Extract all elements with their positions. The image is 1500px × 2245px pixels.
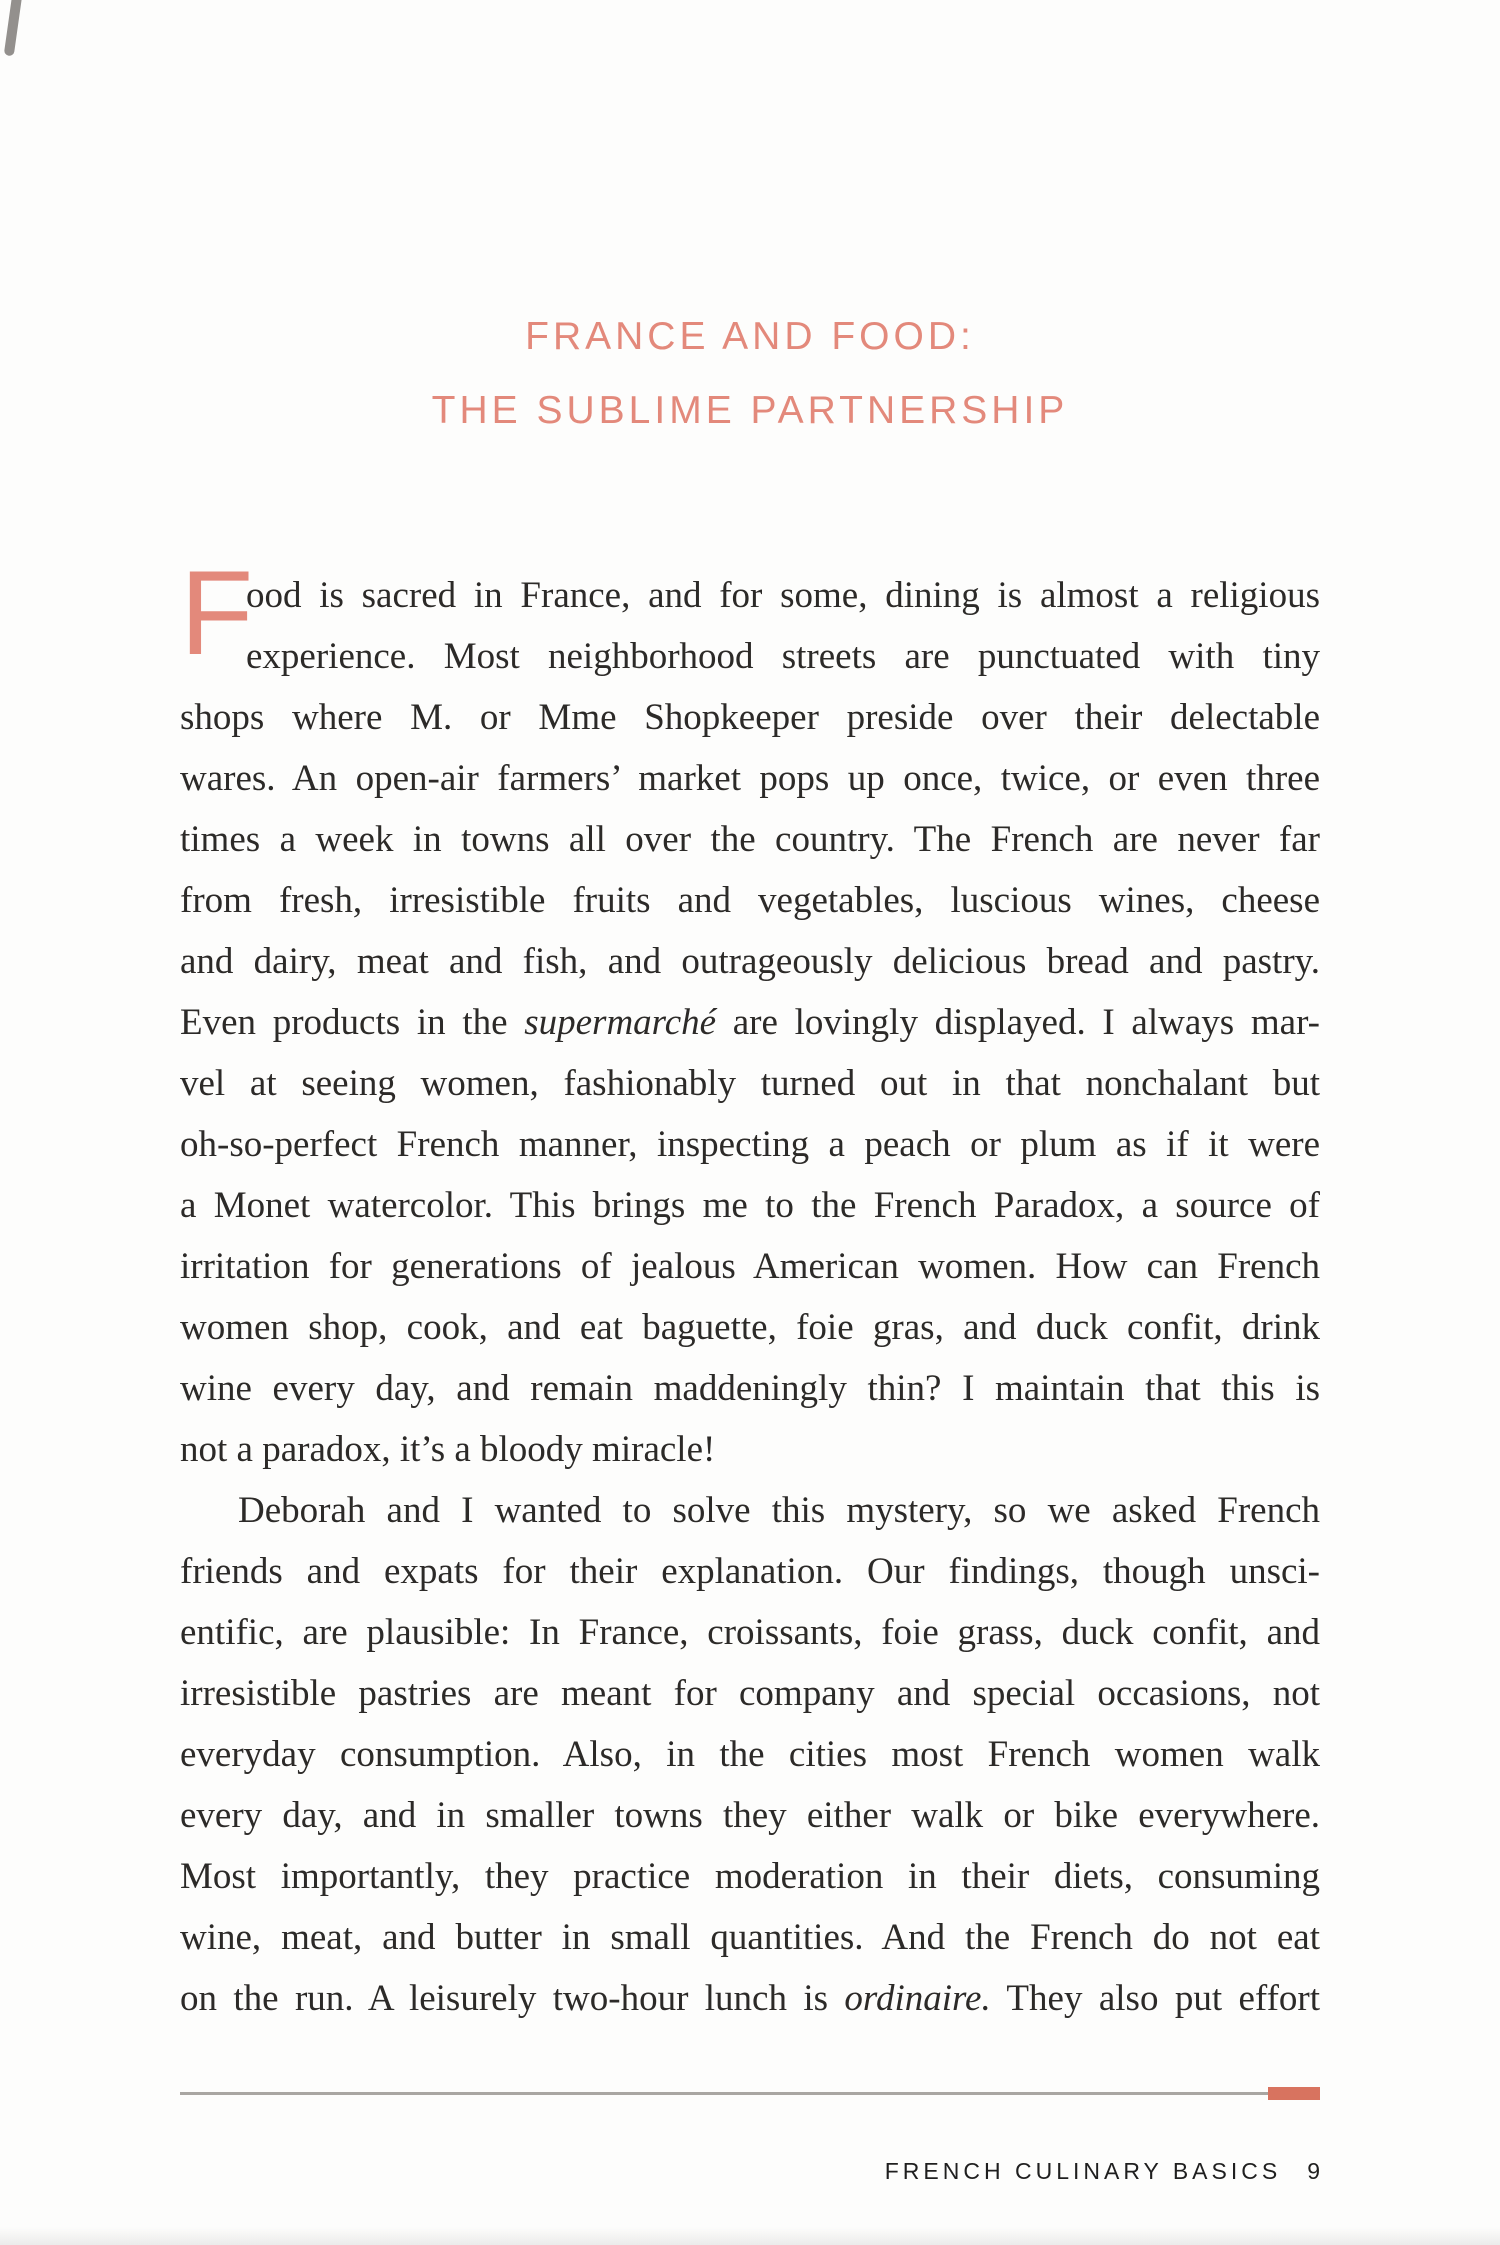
text-line: experience. Most neighborhood streets are punctuated with tiny — [246, 636, 1320, 677]
text-line: ood is sacred in France, and for some, dining is almost a religious — [246, 575, 1320, 616]
text-line: women shop, cook, and eat baguette, foie gras, and duck confit, drink — [180, 1307, 1320, 1348]
text-line: every day, and in smaller towns they either walk or bike everywhere. — [180, 1795, 1320, 1836]
text-line: irritation for generations of jealous American women. How can French — [180, 1246, 1320, 1287]
text-line: entific, are plausible: In France, croissants, foie grass, duck confit, and — [180, 1612, 1320, 1653]
scan-artifact — [0, 2227, 1500, 2245]
chapter-title-line1: FRANCE AND FOOD: — [525, 315, 975, 358]
text-line: friends and expats for their explanation. Our findings, though unsci- — [180, 1551, 1320, 1592]
page-number: 9 — [1307, 2158, 1320, 2184]
drop-cap: F — [180, 546, 254, 680]
text-line: a Monet watercolor. This brings me to the French Paradox, a source of — [180, 1185, 1320, 1226]
text-line: times a week in towns all over the country. The French are never far — [180, 819, 1320, 860]
text-line: from fresh, irresistible fruits and vegetables, luscious wines, cheese — [180, 880, 1320, 921]
text-line: Even products in the supermarché are lovingly displayed. I always mar- — [180, 1002, 1320, 1043]
chapter-title — [180, 300, 1320, 448]
chapter-title-line2: THE SUBLIME PARTNERSHIP — [431, 389, 1069, 432]
paragraph — [180, 565, 1320, 1480]
text-line: everyday consumption. Also, in the cities most French women walk — [180, 1734, 1320, 1775]
text-line: irresistible pastries are meant for company and special occasions, not — [180, 1673, 1320, 1714]
running-footer-label: FRENCH CULINARY BASICS — [884, 2158, 1282, 2184]
text-line: wine every day, and remain maddeningly thin? I maintain that this is — [180, 1368, 1320, 1409]
text-line: on the run. A leisurely two-hour lunch is ordinaire. They also put effort — [180, 1978, 1320, 2019]
paragraphs — [180, 565, 1320, 2029]
text-line: oh-so-perfect French manner, inspecting a peach or plum as if it were — [180, 1124, 1320, 1165]
footer-accent-bar — [1268, 2087, 1320, 2100]
text-line: wine, meat, and butter in small quantities. And the French do not eat — [180, 1917, 1320, 1958]
body-text — [180, 546, 1320, 2029]
text-line: vel at seeing women, fashionably turned out in that nonchalant but — [180, 1063, 1320, 1104]
text-line: wares. An open-air farmers’ market pops up once, twice, or even three — [180, 758, 1320, 799]
scan-artifact — [4, 0, 23, 56]
text-line: and dairy, meat and fish, and outrageously delicious bread and pastry. — [180, 941, 1320, 982]
text-line: Deborah and I wanted to solve this mystery, so we asked French — [238, 1490, 1320, 1531]
paragraph — [180, 1480, 1320, 2029]
text-line: Most importantly, they practice moderation in their diets, consuming — [180, 1856, 1320, 1897]
page-footer — [180, 2158, 1320, 2185]
footer-rule — [180, 2092, 1320, 2095]
text-line: not a paradox, it’s a bloody miracle! — [180, 1429, 716, 1470]
text-line: shops where M. or Mme Shopkeeper preside over their delectable — [180, 697, 1320, 738]
